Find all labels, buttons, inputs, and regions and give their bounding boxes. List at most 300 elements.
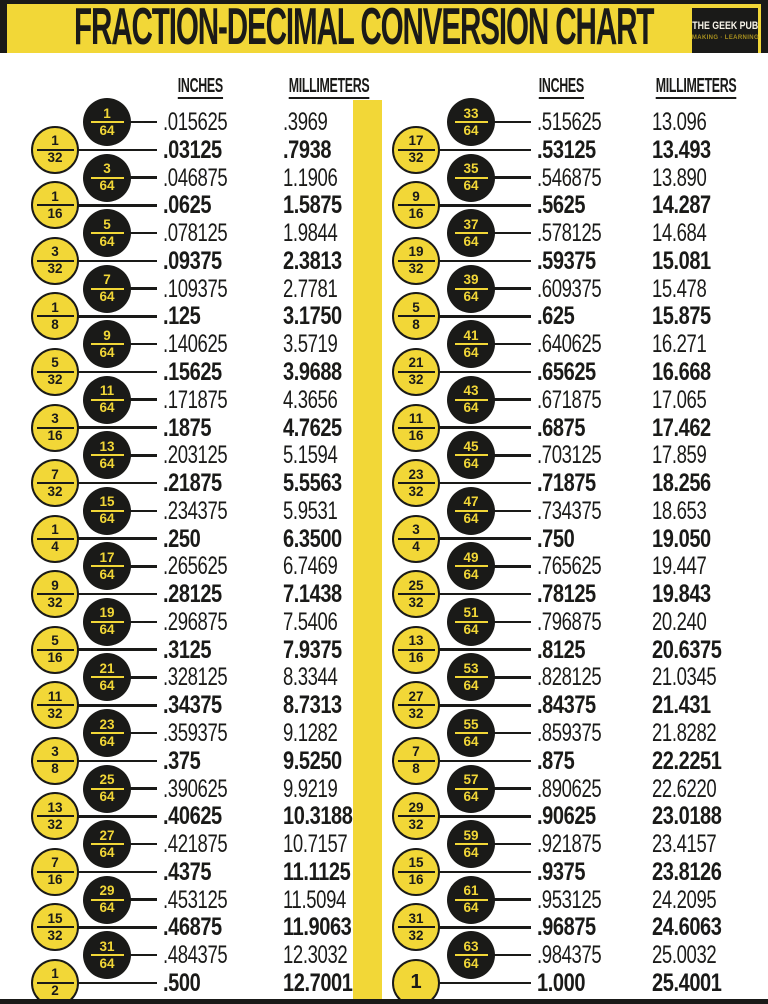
fraction-denominator: 64	[99, 400, 115, 416]
fraction-denominator: 32	[47, 927, 63, 943]
fraction-numerator: 57	[463, 772, 479, 788]
inches-header: INCHES	[177, 75, 223, 97]
fraction-5-8	[392, 292, 440, 340]
connector-line	[76, 204, 157, 207]
millimeters-header: MILLIMETERS	[655, 75, 737, 97]
fraction-numerator: 53	[463, 660, 479, 676]
mm-value: 24.2095	[652, 885, 717, 914]
fraction-numerator: 3	[51, 411, 59, 426]
fraction-numerator: 13	[99, 438, 115, 454]
fraction-denominator: 4	[51, 539, 59, 555]
fraction-denominator: 8	[412, 761, 420, 777]
inches-value: .6875	[537, 413, 586, 442]
fraction-numerator: 29	[99, 883, 115, 899]
fraction-denominator: 64	[463, 511, 479, 527]
fraction-denominator: 16	[408, 872, 424, 888]
mm-value: 3.1750	[283, 302, 342, 331]
fraction-numerator: 47	[463, 494, 479, 510]
fraction-numerator: 9	[51, 577, 59, 593]
inches-value: .203125	[163, 441, 228, 470]
fraction-numerator: 7	[103, 272, 111, 288]
mm-value: 5.1594	[283, 441, 338, 470]
fraction-numerator: 63	[463, 938, 479, 954]
connector-line	[76, 426, 157, 429]
inches-value: .015625	[163, 108, 228, 136]
inches-value: .375	[163, 746, 201, 775]
connector-line	[492, 565, 531, 568]
fraction-denominator: 32	[47, 705, 63, 721]
mm-value: 21.0345	[652, 663, 717, 692]
inches-value: .40625	[163, 802, 222, 831]
connector-line	[128, 787, 157, 790]
fraction-denominator: 16	[47, 650, 63, 666]
inches-value: .546875	[537, 163, 602, 192]
fraction-11-16	[392, 404, 440, 452]
fraction-19-64	[83, 598, 131, 646]
fraction-numerator: 33	[463, 105, 479, 121]
fraction-numerator: 15	[408, 855, 424, 871]
inches-value: .953125	[537, 885, 602, 914]
inches-value: .8125	[537, 635, 586, 664]
fraction-numerator: 5	[51, 355, 59, 371]
fraction-numerator: 43	[463, 383, 479, 399]
fraction-denominator: 32	[47, 372, 63, 388]
mm-value: 5.9531	[283, 496, 338, 525]
connector-line	[437, 537, 531, 540]
mm-value: 10.3188	[283, 802, 353, 831]
inches-value: .671875	[537, 385, 602, 414]
fraction-13-32	[31, 792, 79, 840]
inches-value: .78125	[537, 580, 596, 609]
inches-value: .859375	[537, 719, 602, 748]
inches-value: .53125	[537, 135, 596, 164]
page-title: FRACTION-DECIMAL CONVERSION CHART	[74, 0, 654, 56]
mm-value: 15.478	[652, 274, 707, 303]
fraction-denominator: 64	[463, 455, 479, 471]
fraction-numerator: 11	[99, 383, 115, 399]
mm-value: 4.3656	[283, 385, 338, 414]
fraction-denominator: 64	[463, 677, 479, 693]
inches-value: .640625	[537, 330, 602, 359]
mm-value: 23.8126	[652, 857, 722, 886]
connector-line	[76, 760, 157, 763]
fraction-numerator: 41	[463, 327, 479, 343]
mm-value: 6.3500	[283, 524, 342, 553]
fraction-13-64	[83, 431, 131, 479]
inches-value: .9375	[537, 857, 586, 886]
fraction-denominator: 16	[47, 428, 63, 443]
fraction-numerator: 49	[463, 549, 479, 565]
fraction-1-32	[31, 126, 79, 174]
inches-value: .21875	[163, 469, 222, 498]
fraction-45-64	[447, 431, 495, 479]
fraction-denominator: 64	[99, 789, 115, 805]
connector-line	[492, 898, 531, 901]
fraction-5-64	[83, 209, 131, 257]
mm-value: 19.050	[652, 524, 711, 553]
fraction-denominator: 32	[408, 261, 424, 277]
fraction-numerator: 9	[103, 327, 111, 343]
mm-value: .3969	[283, 108, 328, 136]
fraction-31-32	[392, 903, 440, 951]
fraction-numerator: 19	[99, 605, 115, 621]
connector-line	[128, 676, 157, 679]
connector-line	[437, 260, 531, 263]
fraction-numerator: 3	[51, 744, 59, 760]
connector-line	[76, 482, 157, 485]
mm-value: 13.096	[652, 108, 707, 136]
connector-line	[492, 454, 531, 457]
mm-value: 16.271	[652, 330, 707, 359]
mm-value: 11.1125	[283, 857, 351, 886]
mm-value: 25.0032	[652, 941, 717, 970]
fraction-47-64	[447, 487, 495, 535]
fraction-3-64	[83, 154, 131, 202]
inches-value: .5625	[537, 191, 586, 220]
fraction-numerator: 13	[47, 799, 63, 815]
connector-line	[437, 926, 531, 929]
connector-line	[76, 815, 157, 818]
inches-value: .125	[163, 302, 201, 331]
fraction-7-16	[31, 848, 79, 896]
mm-value: 14.684	[652, 219, 707, 248]
connector-line	[76, 982, 157, 985]
fraction-25-64	[83, 765, 131, 813]
fraction-numerator: 5	[103, 216, 111, 232]
mm-value: 23.4157	[652, 830, 717, 859]
fraction-numerator: 1	[51, 188, 59, 204]
fraction-numerator: 1	[103, 105, 111, 121]
mm-value: 1.5875	[283, 191, 342, 220]
connector-line	[437, 760, 531, 763]
inches-header: INCHES	[538, 75, 584, 97]
inches-value: .890625	[537, 774, 602, 803]
inches-value: .3125	[163, 635, 212, 664]
fraction-denominator: 64	[463, 233, 479, 249]
fraction-denominator: 64	[99, 955, 115, 971]
inches-value: .1875	[163, 413, 212, 442]
connector-line	[128, 621, 157, 624]
fraction-11-32	[31, 681, 79, 729]
fraction-numerator: 25	[408, 577, 424, 593]
inches-value: .875	[537, 746, 575, 775]
fraction-denominator: 8	[51, 316, 59, 332]
fraction-3-4	[392, 515, 440, 563]
inches-value: .625	[537, 302, 575, 331]
inches-value: .250	[163, 524, 201, 553]
mm-value: 1.9844	[283, 219, 338, 248]
connector-line	[128, 454, 157, 457]
connector-line	[492, 954, 531, 957]
inches-value: .140625	[163, 330, 228, 359]
fraction-denominator: 64	[99, 511, 115, 527]
mm-value: 7.5406	[283, 607, 338, 636]
fraction-denominator: 64	[463, 900, 479, 916]
connector-line	[128, 176, 157, 179]
connector-line	[437, 426, 531, 429]
inches-value: .46875	[163, 913, 222, 942]
fraction-denominator: 16	[47, 872, 63, 888]
fraction-numerator: 31	[99, 938, 115, 954]
fraction-25-32	[392, 570, 440, 618]
fraction-15-32	[31, 903, 79, 951]
inches-value: .421875	[163, 830, 228, 859]
mm-value: 2.3813	[283, 246, 342, 275]
fraction-denominator: 64	[463, 622, 479, 638]
fraction-denominator: 4	[412, 539, 420, 555]
fraction-denominator: 64	[99, 900, 115, 916]
fraction-denominator: 64	[99, 122, 115, 138]
fraction-denominator: 64	[463, 566, 479, 582]
connector-line	[128, 232, 157, 235]
millimeters-header-box	[239, 76, 419, 99]
inches-value: .578125	[537, 219, 602, 248]
fraction-21-64	[83, 653, 131, 701]
connector-line	[492, 843, 531, 846]
fraction-numerator: 61	[463, 883, 479, 899]
connector-line	[492, 510, 531, 513]
inches-value: .03125	[163, 135, 222, 164]
fraction-numerator: 1	[51, 299, 59, 315]
fraction-numerator: 13	[408, 633, 424, 649]
fraction-denominator: 16	[408, 650, 424, 666]
fraction-numerator: 5	[412, 299, 420, 315]
fraction-37-64	[447, 209, 495, 257]
connector-line	[437, 315, 531, 318]
inches-value: .984375	[537, 941, 602, 970]
header-band	[0, 0, 768, 56]
fraction-numerator: 1	[51, 966, 59, 982]
fraction-numerator: 3	[103, 161, 111, 177]
mm-value: 9.1282	[283, 719, 338, 748]
fraction-41-64	[447, 320, 495, 368]
inches-value: .34375	[163, 691, 222, 720]
fraction-numerator: 1	[51, 133, 59, 149]
mm-value: 23.0188	[652, 802, 722, 831]
fraction-denominator: 32	[47, 594, 63, 610]
fraction-denominator: 32	[47, 483, 63, 499]
logo-name: THE GEEK PUB	[692, 19, 759, 32]
inches-value: .171875	[163, 385, 228, 414]
mm-value: 17.065	[652, 385, 707, 414]
fraction-numerator: 51	[463, 605, 479, 621]
fraction-49-64	[447, 542, 495, 590]
fraction-5-16	[31, 626, 79, 674]
fraction-numerator: 31	[408, 910, 424, 926]
inches-value: .0625	[163, 191, 212, 220]
connector-line	[76, 260, 157, 263]
fraction-denominator: 32	[408, 705, 424, 721]
fraction-denominator: 64	[463, 122, 479, 138]
connector-line	[492, 398, 531, 401]
mm-value: 13.890	[652, 163, 707, 192]
connector-line	[128, 565, 157, 568]
mm-value: 17.859	[652, 441, 707, 470]
fraction-denominator: 32	[408, 816, 424, 832]
connector-line	[437, 648, 531, 651]
fraction-denominator: 32	[408, 483, 424, 499]
mm-value: 1.1906	[283, 163, 338, 192]
fraction-27-64	[83, 820, 131, 868]
inches-value: .90625	[537, 802, 596, 831]
fraction-denominator: 32	[47, 150, 63, 166]
mm-value: 21.431	[652, 691, 711, 720]
fraction-denominator: 64	[463, 178, 479, 194]
mm-value: 19.447	[652, 552, 707, 581]
connector-line	[492, 621, 531, 624]
mm-value: 8.3344	[283, 663, 338, 692]
fraction-59-64	[447, 820, 495, 868]
connector-line	[128, 510, 157, 513]
fraction-29-64	[83, 876, 131, 924]
fraction-denominator: 64	[99, 178, 115, 194]
fraction-denominator: 64	[99, 455, 115, 471]
mm-value: 3.5719	[283, 330, 338, 359]
mm-value: 20.240	[652, 607, 707, 636]
connector-line	[437, 982, 531, 985]
millimeters-header-box	[606, 76, 768, 99]
fraction-15-64	[83, 487, 131, 535]
fraction-denominator: 64	[99, 733, 115, 749]
connector-line	[76, 871, 157, 874]
mm-value: 7.9375	[283, 635, 342, 664]
connector-line	[128, 287, 157, 290]
fraction-17-32	[392, 126, 440, 174]
fraction-numerator: 21	[408, 355, 424, 371]
inches-value: .765625	[537, 552, 602, 581]
mm-value: 18.256	[652, 469, 711, 498]
fraction-5-32	[31, 348, 79, 396]
mm-value: 18.653	[652, 496, 707, 525]
bottom-border	[0, 999, 768, 1004]
fraction-1-2	[31, 959, 79, 1004]
fraction-7-64	[83, 265, 131, 313]
fraction-1-4	[31, 515, 79, 563]
fraction-17-64	[83, 542, 131, 590]
connector-line	[128, 732, 157, 735]
fraction-1-8	[31, 292, 79, 340]
connector-line	[76, 704, 157, 707]
connector-line	[492, 787, 531, 790]
mm-value: 15.875	[652, 302, 711, 331]
inches-value: .71875	[537, 469, 596, 498]
inches-value: .296875	[163, 607, 228, 636]
mm-value: 15.081	[652, 246, 711, 275]
inches-value: .28125	[163, 580, 222, 609]
connector-line	[76, 648, 157, 651]
fraction-1-64	[83, 98, 131, 146]
fraction-denominator: 64	[463, 344, 479, 360]
fraction-31-64	[83, 931, 131, 979]
fraction-numerator: 7	[51, 466, 59, 482]
connector-line	[76, 149, 157, 152]
fraction-denominator: 64	[463, 733, 479, 749]
mm-value: 13.493	[652, 135, 711, 164]
fraction-denominator: 64	[99, 677, 115, 693]
mm-value: 10.7157	[283, 830, 348, 859]
fraction-27-32	[392, 681, 440, 729]
fraction-7-8	[392, 737, 440, 785]
center-divider-bar	[353, 100, 382, 999]
fraction-9-16	[392, 181, 440, 229]
fraction-denominator: 16	[408, 205, 424, 221]
fraction-denominator: 8	[412, 316, 420, 332]
fraction-61-64	[447, 876, 495, 924]
fraction-23-32	[392, 459, 440, 507]
inches-value: .4375	[163, 857, 212, 886]
fraction-1-16	[31, 181, 79, 229]
inches-value: .921875	[537, 830, 602, 859]
inches-value: .734375	[537, 496, 602, 525]
connector-line	[437, 482, 531, 485]
fraction-denominator: 64	[99, 344, 115, 360]
mm-value: 8.7313	[283, 691, 342, 720]
mm-value: 11.9063	[283, 913, 352, 942]
connector-line	[128, 954, 157, 957]
inches-value: .046875	[163, 163, 228, 192]
fraction-numerator: 29	[408, 799, 424, 815]
fraction-11-64	[83, 376, 131, 424]
mm-value: 9.9219	[283, 774, 338, 803]
fraction-numerator: 3	[412, 522, 420, 538]
fraction-denominator: 32	[408, 594, 424, 610]
mm-value: 4.7625	[283, 413, 342, 442]
fraction-denominator: 64	[99, 233, 115, 249]
inches-value: .234375	[163, 496, 228, 525]
mm-value: .7938	[283, 135, 332, 164]
logo-tagline: MAKING · LEARNING	[691, 33, 759, 41]
fraction-3-16	[31, 404, 79, 452]
fraction-numerator: 19	[408, 244, 424, 260]
fraction-numerator: 5	[51, 633, 59, 649]
inches-value: .078125	[163, 219, 228, 248]
fraction-numerator: 7	[412, 744, 420, 760]
inches-value: .500	[163, 968, 201, 997]
connector-line	[128, 343, 157, 346]
mm-value: 14.287	[652, 191, 711, 220]
mm-value: 17.462	[652, 413, 711, 442]
mm-value: 12.7001	[283, 968, 353, 997]
mm-value: 19.843	[652, 580, 711, 609]
mm-value: 6.7469	[283, 552, 338, 581]
fraction-23-64	[83, 709, 131, 757]
connector-line	[76, 593, 157, 596]
inches-value: .59375	[537, 246, 596, 275]
fraction-numerator: 17	[99, 549, 115, 565]
mm-value: 9.5250	[283, 746, 342, 775]
connector-line	[437, 815, 531, 818]
inches-value: .96875	[537, 913, 596, 942]
fraction-denominator: 64	[463, 789, 479, 805]
fraction-numerator: 25	[99, 772, 115, 788]
fraction-numerator: 7	[51, 855, 59, 871]
mm-value: 24.6063	[652, 913, 722, 942]
fraction-denominator: 64	[99, 289, 115, 305]
fraction-9-64	[83, 320, 131, 368]
fraction-numerator: 15	[99, 494, 115, 510]
fraction-numerator: 27	[99, 827, 115, 843]
inches-value: 1.000	[537, 968, 586, 997]
fraction-3-32	[31, 237, 79, 285]
fraction-numerator: 59	[463, 827, 479, 843]
fraction-denominator: 32	[47, 816, 63, 832]
connector-line	[128, 843, 157, 846]
inches-value: .828125	[537, 663, 602, 692]
fraction-denominator: 64	[99, 622, 115, 638]
fraction-19-32	[392, 237, 440, 285]
connector-line	[128, 898, 157, 901]
connector-line	[492, 121, 531, 124]
